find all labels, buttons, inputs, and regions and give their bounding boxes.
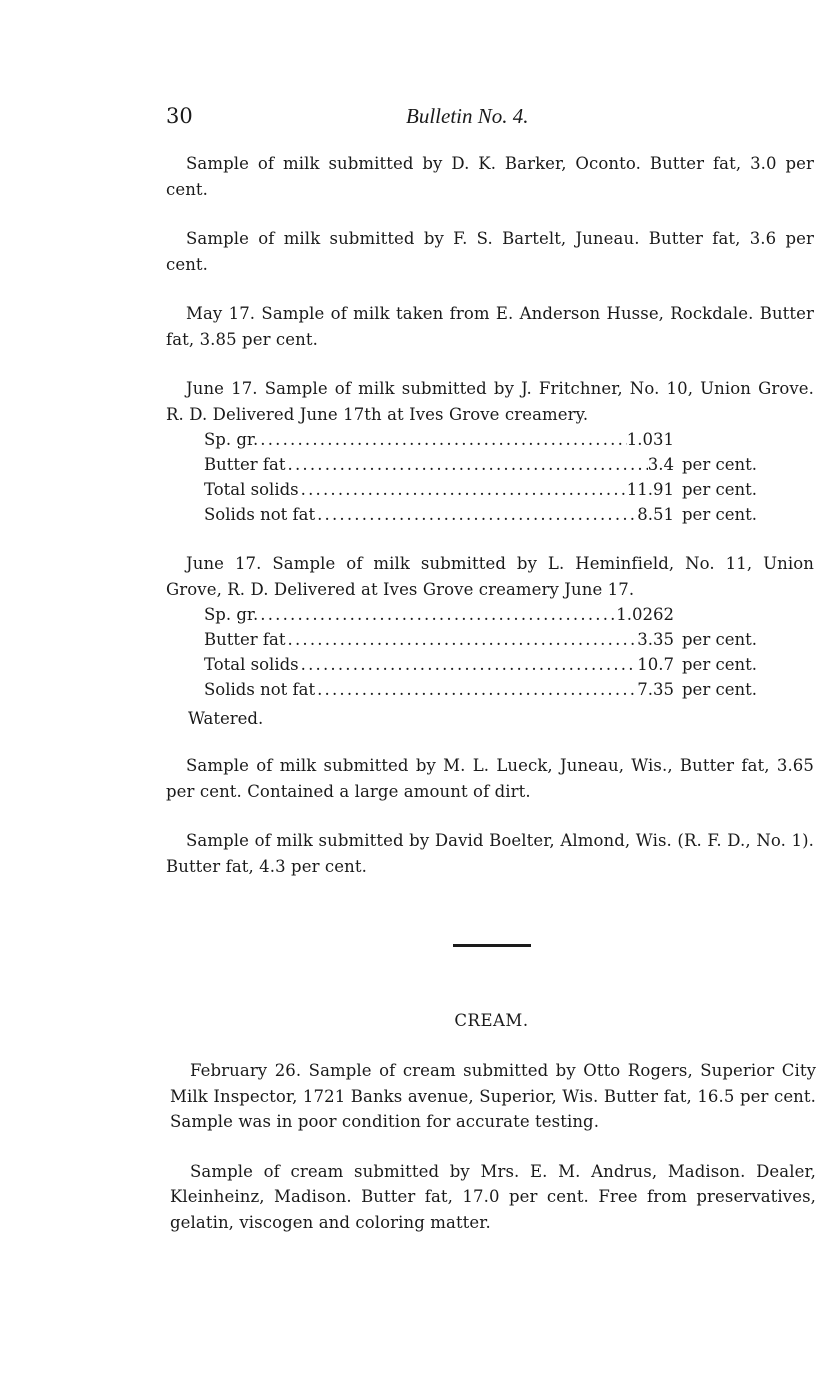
measure-label: Sp. gr. [204, 430, 259, 449]
dot-leader [286, 627, 638, 652]
dot-leader [286, 452, 648, 477]
entry-boelter: Sample of milk submitted by David Boelter, Almond, Wis. (R. F. D., No. 1). Butter fat, 4.3 per cent. [166, 831, 814, 876]
measure-value: 11.91 [626, 480, 674, 499]
running-title: Bulletin No. 4. [406, 104, 529, 128]
watered-note: Watered. [188, 709, 264, 728]
measure-value: 3.4 [647, 455, 674, 474]
measure-value: 3.35 [637, 630, 674, 649]
dot-leader [315, 677, 637, 702]
dot-leader [258, 602, 616, 627]
entry-andrus: Sample of cream submitted by Mrs. E. M. Andrus, Madison. Dealer, Kleinheinz, Madison. Butter fat, 17.0 per cent. Free from preservatives, gelatin, viscogen and coloring matter. [170, 1161, 816, 1232]
dot-leader [315, 502, 637, 527]
entry-lueck: Sample of milk submitted by M. L. Lueck, Juneau, Wis., Butter fat, 3.65 per cent. Contained a large amount of dirt. [166, 756, 814, 801]
measure-unit: per cent. [682, 630, 757, 649]
cream-heading: CREAM. [454, 1011, 529, 1030]
measure-unit: per cent. [682, 680, 757, 699]
fritchner-measurements [204, 427, 774, 527]
page-number: 30 [166, 104, 193, 128]
cream-entries [170, 1058, 816, 1259]
section-divider [453, 944, 531, 947]
measure-label: Total solids [204, 655, 299, 674]
heminfield-measurements [204, 602, 774, 702]
entry-husse: May 17. Sample of milk taken from E. Anderson Husse, Rockdale. Butter fat, 3.85 per cent. [166, 304, 814, 349]
dot-leader [299, 652, 638, 677]
measure-row [204, 477, 774, 502]
measure-unit: per cent. [682, 455, 757, 474]
measure-value: 8.51 [637, 505, 674, 524]
measure-label: Butter fat [204, 630, 286, 649]
entry-heminfield: June 17. Sample of milk submitted by L. Heminfield, No. 11, Union Grove, R. D. Delivered at Ives Grove creamery June 17. [166, 554, 814, 599]
measure-row [204, 502, 774, 527]
measure-label: Solids not fat [204, 505, 316, 524]
page-header [166, 104, 816, 136]
measure-unit: per cent. [682, 655, 757, 674]
measure-value: 1.031 [626, 430, 674, 449]
measure-row [204, 627, 774, 652]
entry-bartelt: Sample of milk submitted by F. S. Bartelt, Juneau. Butter fat, 3.6 per cent. [166, 229, 814, 274]
entry-rogers: February 26. Sample of cream submitted by Otto Rogers, Superior City Milk Inspector, 1721 Banks avenue, Superior, Wis. Butter fat, 16.5 per cent. Sample was in poor condition for accurate testing. [170, 1061, 816, 1131]
measure-value: 10.7 [637, 655, 674, 674]
measure-row [204, 602, 774, 627]
measure-label: Total solids [204, 480, 299, 499]
measure-row [204, 427, 774, 452]
dot-leader [258, 427, 627, 452]
measure-unit: per cent. [682, 505, 757, 524]
entry-fritchner: June 17. Sample of milk submitted by J. Fritchner, No. 10, Union Grove. R. D. Delivered June 17th at Ives Grove creamery. [166, 379, 814, 424]
spacer [166, 527, 814, 551]
measure-label: Butter fat [204, 455, 286, 474]
dot-leader [299, 477, 627, 502]
entry-barker: Sample of milk submitted by D. K. Barker, Oconto. Butter fat, 3.0 per cent. [166, 154, 814, 199]
measure-value: 1.0262 [616, 605, 674, 624]
measure-unit: per cent. [682, 480, 757, 499]
measure-label: Solids not fat [204, 680, 316, 699]
measure-row [204, 452, 774, 477]
measure-row [204, 677, 774, 702]
measure-value: 7.35 [637, 680, 674, 699]
measure-label: Sp. gr. [204, 605, 259, 624]
milk-entries [166, 151, 814, 903]
measure-row [204, 652, 774, 677]
